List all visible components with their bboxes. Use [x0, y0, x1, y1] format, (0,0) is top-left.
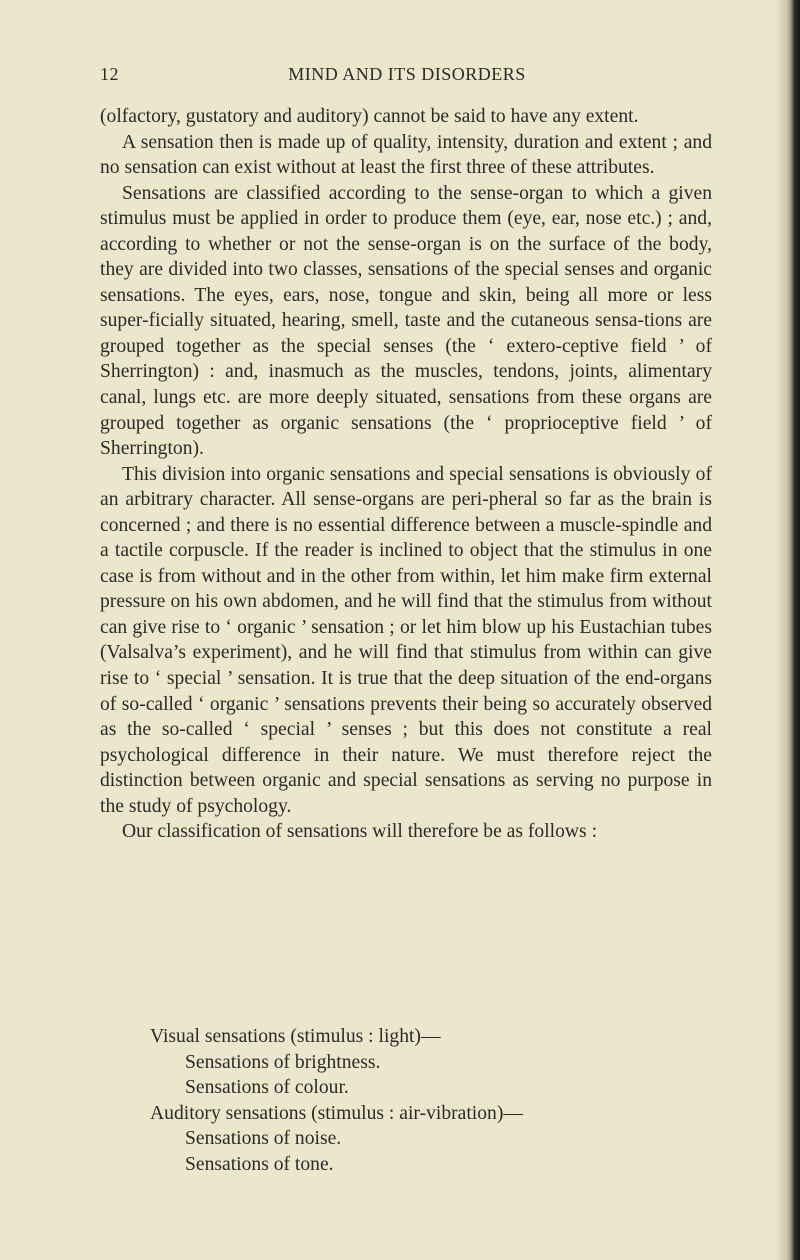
- classification-list: [100, 1024, 700, 1177]
- list-heading: Visual sensations (stimulus : light)—: [150, 1026, 441, 1047]
- book-binding-edge: [786, 0, 800, 1260]
- binding-shadow: [776, 0, 786, 1260]
- paragraph: Our classification of sensations will therefore be as follows :: [122, 821, 598, 843]
- paragraph: Sensations are classified according to the sense-organ to which a given stimulus must be applied in order to produce them (eye, ear, nose etc.) ; and, according to whether or not the sense-organ is on the surface of the body, they are divided into two classes, sensations of the special senses and organic sensations. The eyes, ears, nose, tongue and skin, being all more or less super-ficially situated, hearing, smell, taste and the cutaneous sensa-tions are grouped together as the special senses (the ‘ extero-ceptive field ’ of Sherrington) : and, inasmuch as the muscles, tendons, joints, alimentary canal, lungs etc. are more deeply situated, sensations from these organs are grouped together as organic sensations (the ‘ proprioceptive field ’ of Sherrington).: [100, 182, 712, 460]
- list-item: Sensations of tone.: [185, 1153, 334, 1175]
- body-text: [100, 104, 712, 845]
- list-item: Sensations of noise.: [185, 1128, 342, 1150]
- paragraph: This division into organic sensations and special sensations is obviously of an arbitrary character. All sense-organs are peri-pheral so far as the brain is concerned ; and there is no essential difference between a muscle-spindle and a tactile corpuscle. If the reader is inclined to object that the stimulus in one case is from without and in the other from within, let him make firm external pressure on his own abdomen, and he will find that the stimulus from without can give rise to ‘ organic ’ sensation ; or let him blow up his Eustachian tubes (Valsalva’s experiment), and he will find that stimulus from within can give rise to ‘ special ’ sensation. It is true that the deep situation of the end-organs of so-called ‘ organic ’ sensations prevents their being so accurately observed as the so-called ‘ special ’ senses ; but this does not constitute a real psychological difference in their nature. We must therefore reject the distinction between organic and special sensations as serving no purpose in the study of psychology.: [100, 463, 712, 817]
- paragraph: (olfactory, gustatory and auditory) cannot be said to have any extent.: [100, 106, 639, 127]
- list-item: Sensations of brightness.: [185, 1051, 381, 1073]
- list-item: Sensations of colour.: [185, 1077, 349, 1099]
- paragraph: A sensation then is made up of quality, intensity, duration and extent ; and no sensation can exist without at least the first three of these attributes.: [100, 131, 712, 179]
- page-number: 12: [100, 64, 119, 84]
- page-header: [100, 64, 700, 92]
- list-heading: Auditory sensations (stimulus : air-vibration)—: [150, 1102, 523, 1124]
- running-head: MIND AND ITS DISORDERS: [288, 64, 526, 84]
